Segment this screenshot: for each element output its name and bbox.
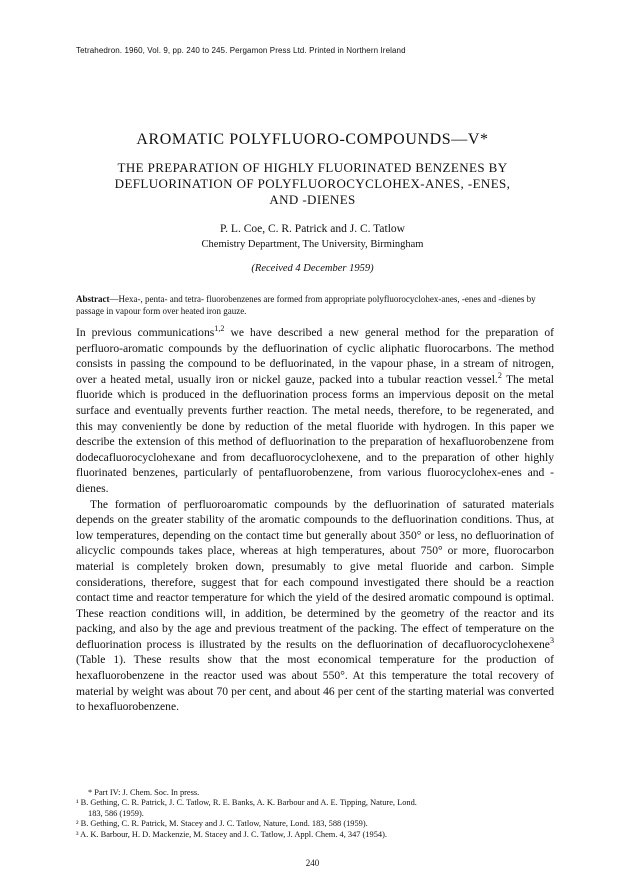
author-affiliation: Chemistry Department, The University, Birmingham <box>201 239 424 250</box>
paragraph-text: The formation of perfluoroaromatic compounds by the defluorination of saturated materials depends on the greater stability of the aromatic compounds to the defluorination conditions. Thus, at low temperatures, depending on the contact time but generally about 350° or less, no defluorination of alicyclic compounds takes place, whereas at high temperatures, about 750° or more, fluorocarbon material is completely broken down, presumably to give metal fluoride and carbon. Simple considerations, therefore, suggest that for each compound investigated there should be a reaction contact time and reactor temperature for which the yield of the desired aromatic compound is optimal. These reaction conditions will, in addition, be determined by the geometry of the reactor and its packing, and also by the age and previous treatment of the packing. The effect of temperature on the defluorination process is illustrated by the results on the defluorination of decafluorocyclohexene <box>76 497 554 651</box>
abstract-text: —Hexa-, penta- and tetra- fluorobenzenes are formed from appropriate polyfluorocyclohex-anes, -enes and -dienes by passage in vapour form over heated iron gauze. <box>76 294 536 316</box>
footnote-2: ² B. Gething, C. R. Patrick, M. Stacey and J. C. Tatlow, Nature, Lond. 183, 588 (1959). <box>76 819 368 829</box>
body-paragraph-2 <box>76 497 554 715</box>
article-body <box>76 325 554 715</box>
journal-citation: Tetrahedron. 1960, Vol. 9, pp. 240 to 245. Pergamon Press Ltd. Printed in Northern Ireland <box>76 46 406 55</box>
subtitle-line-1: THE PREPARATION OF HIGHLY FLUORINATED BENZENES BY <box>117 160 508 175</box>
abstract-label: Abstract <box>76 294 110 304</box>
reference-marker: 3 <box>549 636 554 646</box>
reference-marker: 2 <box>497 370 502 380</box>
body-paragraph-1 <box>76 325 554 497</box>
reference-marker: 1,2 <box>214 324 225 334</box>
paragraph-text: In previous communications <box>76 326 215 339</box>
article-subtitle <box>0 160 625 208</box>
article-title: AROMATIC POLYFLUORO-COMPOUNDS—V* <box>136 131 489 148</box>
subtitle-line-2: DEFLUORINATION OF POLYFLUOROCYCLOHEX-ANES, -ENES, <box>114 176 511 191</box>
received-date: (Received 4 December 1959) <box>251 263 374 274</box>
footnotes <box>76 788 554 840</box>
footnote-1: ¹ B. Gething, C. R. Patrick, J. C. Tatlow, R. E. Banks, A. K. Barbour and A. E. Tipping, Nature, Lond. <box>76 798 417 808</box>
footnote-1-cont: 183, 586 (1959). <box>88 808 144 818</box>
paragraph-text: we have described a new general method for the preparation of perfluoro-aromatic compounds by the defluorination of cyclic aliphatic fluorocarbons. The method consists in passing the compound to be defluorinated, in the vapour phase, in a stream of nitrogen, over a heated metal, usually iron or nickel gauze, packed into a tubular reaction vessel. <box>76 326 554 386</box>
subtitle-line-3: AND -DIENES <box>269 192 356 207</box>
footnote-star: * Part IV: J. Chem. Soc. In press. <box>88 788 200 797</box>
abstract <box>76 293 554 317</box>
paragraph-text: The metal fluoride which is produced in the defluorination process forms an impervious deposit on the metal surface and eventually prevents further reaction. The metal needs, therefore, to be regenerated, and this may conveniently be done by reduction of the metal fluoride with hydrogen. In this paper we describe the extension of this method of defluorination to the preparation of hexafluorobenzene from dodecafluorocyclohexane and from decafluorocyclohexene, and to the preparation of other highly fluorinated benzenes, particularly of pentafluorobenzene, from various fluorocyclohex-enes and -dienes. <box>76 372 554 495</box>
paragraph-text: (Table 1). These results show that the most economical temperature for the production of hexafluorobenzene in the reactor used was about 550°. At this temperature the total recovery of material by weight was about 70 per cent, and about 46 per cent of the starting material was converted to hexafluorobenzene. <box>76 653 554 714</box>
footnote-3: ³ A. K. Barbour, H. D. Mackenzie, M. Stacey and J. C. Tatlow, J. Appl. Chem. 4, 347 (1954). <box>76 829 387 839</box>
page-number: 240 <box>305 858 320 868</box>
author-list: P. L. Coe, C. R. Patrick and J. C. Tatlow <box>220 223 405 235</box>
